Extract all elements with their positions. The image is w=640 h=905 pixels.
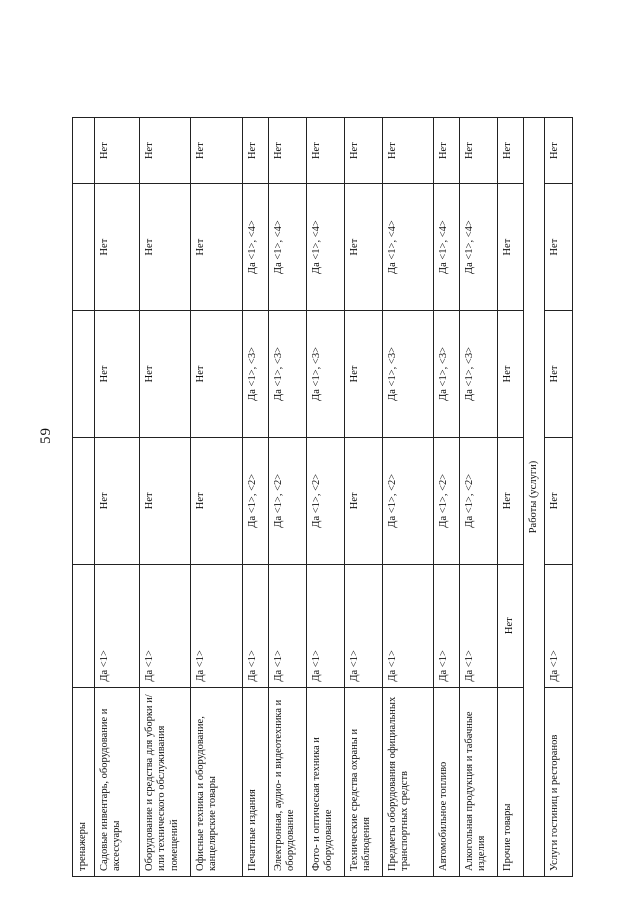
table-row xyxy=(73,118,95,877)
table-cell: Да <1> xyxy=(242,564,268,687)
table-cell: Да <1>, <3> xyxy=(382,311,433,438)
table-cell: Прочие товары xyxy=(497,687,523,876)
table-cell: Фото- и оптическая техника и оборудование xyxy=(306,687,344,876)
table-cell: Да <1>, <4> xyxy=(459,184,497,311)
table-row xyxy=(306,118,344,877)
table-cell: Предметы оборудования официальных транспортных средств xyxy=(382,687,433,876)
table-cell: Да <1>, <3> xyxy=(306,311,344,438)
table-row xyxy=(545,118,573,877)
table-cell: Технические средства охраны и наблюдения xyxy=(344,687,382,876)
table-cell: Нет xyxy=(242,118,268,184)
table-cell: Оборудование и средства для уборки и/или технического обслуживания помещений xyxy=(139,687,190,876)
table-cell: Да <1> xyxy=(94,564,139,687)
table-cell: Да <1> xyxy=(268,564,306,687)
table-row xyxy=(139,118,190,877)
rotated-table-wrapper xyxy=(72,117,561,877)
table-cell: Нет xyxy=(94,437,139,564)
table-cell: Да <1> xyxy=(344,564,382,687)
table-cell: Да <1> xyxy=(545,564,573,687)
table-cell: Да <1>, <4> xyxy=(242,184,268,311)
table-cell: Нет xyxy=(139,184,190,311)
table-cell: Да <1>, <4> xyxy=(433,184,459,311)
data-table xyxy=(72,117,573,877)
table-cell: тренажеры xyxy=(73,687,95,876)
table-cell: Да <1> xyxy=(433,564,459,687)
table-row xyxy=(190,118,242,877)
table-cell: Нет xyxy=(268,118,306,184)
table-cell: Нет xyxy=(139,118,190,184)
table-cell: Нет xyxy=(94,311,139,438)
table-cell: Нет xyxy=(433,118,459,184)
table-cell: Нет xyxy=(497,118,523,184)
table-row xyxy=(94,118,139,877)
table-cell: Нет xyxy=(190,184,242,311)
section-heading: Работы (услуги) xyxy=(523,118,545,877)
table-cell: Нет xyxy=(497,564,523,687)
table-cell: Электронная, аудио- и видеотехника и оборудование xyxy=(268,687,306,876)
table-cell: Услуги гостиниц и ресторанов xyxy=(545,687,573,876)
table-cell: Да <1> xyxy=(190,564,242,687)
table-cell: Нет xyxy=(344,118,382,184)
table-row xyxy=(242,118,268,877)
table-cell: Нет xyxy=(545,184,573,311)
table-cell: Да <1>, <4> xyxy=(306,184,344,311)
table-cell: Да <1> xyxy=(306,564,344,687)
table-cell: Нет xyxy=(139,311,190,438)
table-cell: Нет xyxy=(344,437,382,564)
page-number: 59 xyxy=(38,427,54,444)
table-cell: Нет xyxy=(497,311,523,438)
table-cell: Да <1>, <4> xyxy=(382,184,433,311)
table-cell: Да <1> xyxy=(382,564,433,687)
table-cell: Да <1>, <2> xyxy=(433,437,459,564)
table-cell: Нет xyxy=(382,118,433,184)
table-cell: Да <1>, <3> xyxy=(433,311,459,438)
table-cell: Да <1>, <2> xyxy=(242,437,268,564)
table-cell: Да <1> xyxy=(139,564,190,687)
table-cell: Да <1>, <3> xyxy=(242,311,268,438)
table-cell: Нет xyxy=(139,437,190,564)
table-cell: Нет xyxy=(344,184,382,311)
table-section-row xyxy=(523,118,545,877)
table-row xyxy=(268,118,306,877)
table-cell: Нет xyxy=(545,311,573,438)
table-cell: Да <1>, <2> xyxy=(459,437,497,564)
table-cell: Нет xyxy=(94,118,139,184)
table-cell: Нет xyxy=(545,437,573,564)
table-cell: Нет xyxy=(306,118,344,184)
table-cell: Да <1>, <2> xyxy=(382,437,433,564)
table-row xyxy=(433,118,459,877)
table-cell: Да <1>, <3> xyxy=(268,311,306,438)
table-cell: Нет xyxy=(497,437,523,564)
table-cell: Алкогольная продукция и табачные изделия xyxy=(459,687,497,876)
table-cell: Автомобильное топливо xyxy=(433,687,459,876)
table-cell: Садовые инвентарь, оборудование и аксессуары xyxy=(94,687,139,876)
table-cell: Нет xyxy=(190,118,242,184)
table-cell: Да <1>, <3> xyxy=(459,311,497,438)
table-cell: Да <1>, <2> xyxy=(268,437,306,564)
table-cell: Нет xyxy=(545,118,573,184)
table-cell: Офисные техника и оборудование, канцелярские товары xyxy=(190,687,242,876)
table-cell: Да <1> xyxy=(459,564,497,687)
table-cell: Нет xyxy=(190,437,242,564)
table-cell: Нет xyxy=(190,311,242,438)
table-cell: Печатные издания xyxy=(242,687,268,876)
table-row xyxy=(344,118,382,877)
table-cell: Да <1>, <4> xyxy=(268,184,306,311)
table-row xyxy=(497,118,523,877)
table-row xyxy=(382,118,433,877)
table-row xyxy=(459,118,497,877)
table-cell: Нет xyxy=(459,118,497,184)
table-cell: Да <1>, <2> xyxy=(306,437,344,564)
table-cell: Нет xyxy=(497,184,523,311)
table-cell: Нет xyxy=(94,184,139,311)
table-cell: Нет xyxy=(344,311,382,438)
